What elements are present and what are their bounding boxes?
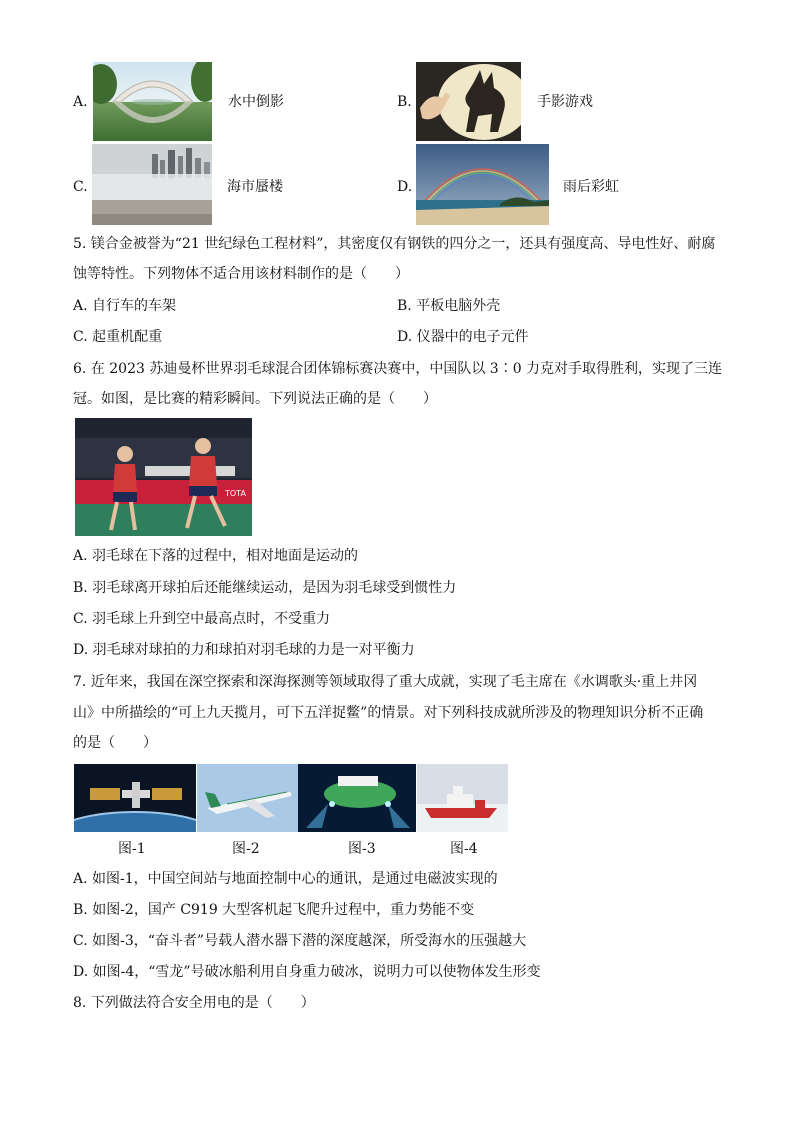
q6-option-b: B. 羽毛球离开球拍后还能继续运动，是因为羽毛球受到惯性力 xyxy=(73,580,457,596)
q7-stem-line3: 的是（ ） xyxy=(73,735,157,751)
q7-stem-line2: 山》中所描绘的“可上九天揽月，可下五洋捉鳖”的情景。对下列科技成就所涉及的物理知识分析不正确 xyxy=(73,705,704,721)
q7-option-d: D. 如图-4，“雪龙”号破冰船利用自身重力破冰，说明力可以使物体发生形变 xyxy=(73,964,541,980)
figure-1-caption: 图-1 xyxy=(118,841,146,857)
q5-option-a: A. 自行车的车架 xyxy=(73,298,177,314)
hand-shadow-puppet-photo xyxy=(416,62,521,141)
q5-stem-line1: 5. 镁合金被誉为“21 世纪绿色工程材料”，其密度仅有钢铁的四分之一，还具有强度高、导电性好、耐腐 xyxy=(73,236,716,252)
q4-option-b-letter: B. xyxy=(397,94,412,110)
q6-option-d: D. 羽毛球对球拍的力和球拍对羽毛球的力是一对平衡力 xyxy=(73,642,415,658)
q4-option-c-letter: C. xyxy=(73,179,88,195)
q8-stem: 8. 下列做法符合安全用电的是（ ） xyxy=(73,995,315,1011)
q7-stem-line1: 7. 近年来，我国在深空探索和深海探测等领域取得了重大成就，实现了毛主席在《水调歌头·重上井冈 xyxy=(73,674,698,690)
space-station-photo xyxy=(74,764,196,832)
q5-option-c: C. 起重机配重 xyxy=(73,329,163,345)
q4-option-c-text: 海市蜃楼 xyxy=(227,179,283,195)
badminton-players-photo xyxy=(75,418,252,536)
q6-option-a: A. 羽毛球在下落的过程中，相对地面是运动的 xyxy=(73,548,359,564)
q7-option-b: B. 如图-2，国产 C919 大型客机起飞爬升过程中，重力势能不变 xyxy=(73,902,475,918)
q6-option-c: C. 羽毛球上升到空中最高点时，不受重力 xyxy=(73,611,331,627)
q4-option-a-letter: A. xyxy=(73,94,88,110)
q4-option-d-letter: D. xyxy=(397,179,413,195)
stone-arch-bridge-reflection-photo xyxy=(93,62,212,141)
c919-airliner-photo xyxy=(197,764,298,832)
figure-4-caption: 图-4 xyxy=(450,841,478,857)
q6-stem-line1: 6. 在 2023 苏迪曼杯世界羽毛球混合团体锦标赛决赛中，中国队以 3∶0 力克对手取得胜利，实现了三连 xyxy=(73,361,723,377)
q7-option-c: C. 如图-3，“奋斗者”号载人潜水器下潜的深度越深，所受海水的压强越大 xyxy=(73,933,527,949)
rainbow-over-beach-photo xyxy=(416,144,549,225)
svg-text:TOTA: TOTA xyxy=(225,489,246,498)
q4-option-b-text: 手影游戏 xyxy=(537,94,593,110)
figure-3-caption: 图-3 xyxy=(348,841,376,857)
q5-option-b: B. 平板电脑外壳 xyxy=(397,298,501,314)
q5-stem-line2: 蚀等特性。下列物体不适合用该材料制作的是（ ） xyxy=(73,266,409,282)
q4-option-a-text: 水中倒影 xyxy=(228,94,284,110)
q4-option-d-text: 雨后彩虹 xyxy=(563,179,619,195)
figure-2-caption: 图-2 xyxy=(232,841,260,857)
q5-option-d: D. 仪器中的电子元件 xyxy=(397,329,529,345)
q6-stem-line2: 冠。如图，是比赛的精彩瞬间。下列说法正确的是（ ） xyxy=(73,391,437,407)
submersible-photo xyxy=(298,764,416,832)
mirage-city-photo xyxy=(92,144,212,225)
q7-option-a: A. 如图-1，中国空间站与地面控制中心的通讯，是通过电磁波实现的 xyxy=(73,871,498,887)
icebreaker-ship-photo xyxy=(417,764,508,832)
